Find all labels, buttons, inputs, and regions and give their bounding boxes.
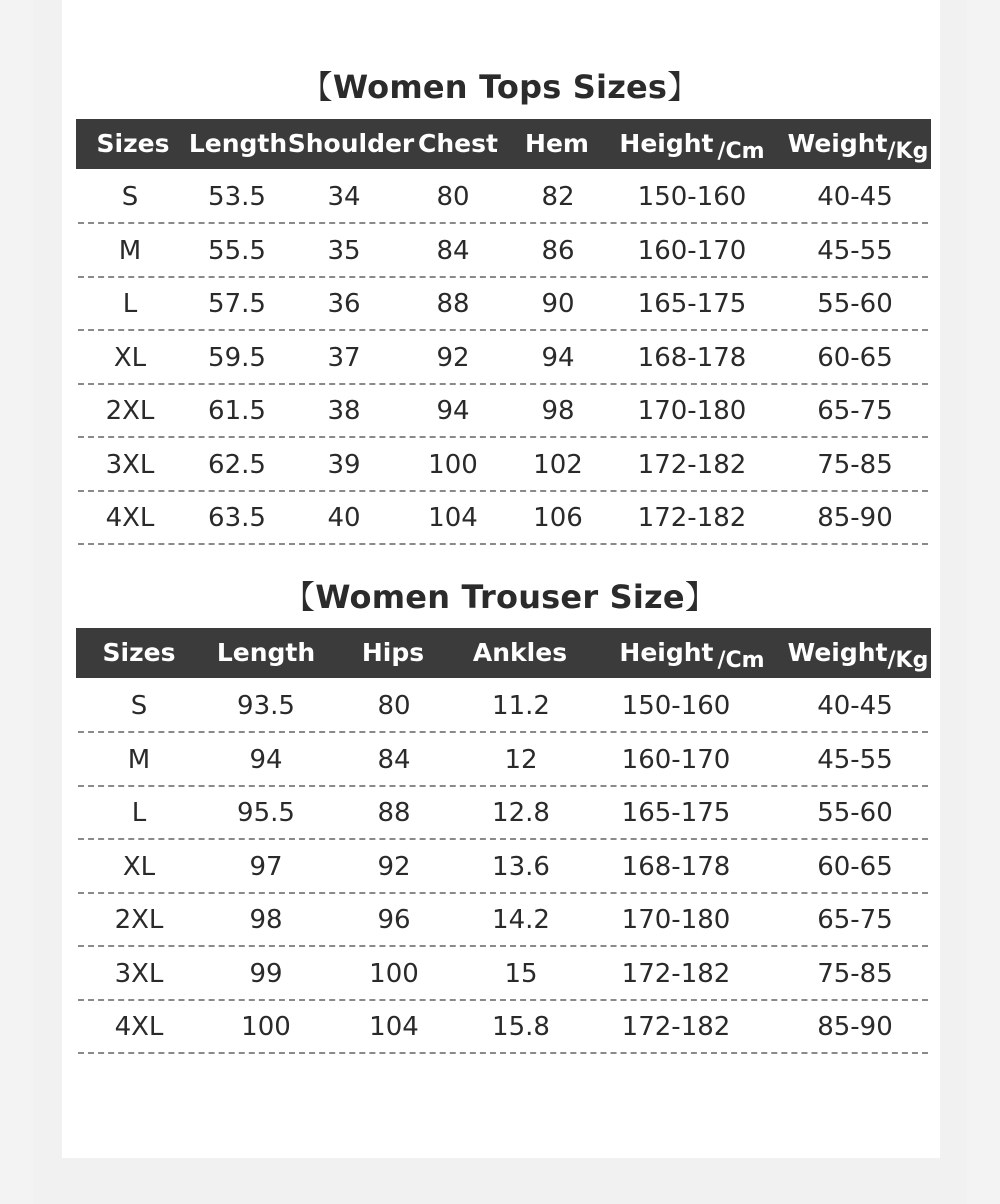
cell-size: 3XL [114,958,164,989]
cell-size: 3XL [105,449,155,480]
cell-size: 4XL [114,1012,164,1042]
cell-height: 160-170 [621,744,731,775]
bracket-close: 】 [667,68,700,106]
cell-weight: 75-85 [817,449,893,480]
header-sizes: Sizes [96,129,170,158]
cell-weight: 45-55 [817,744,893,775]
cell-ankles: 14.2 [492,905,550,935]
cell-height: 172-182 [637,503,747,533]
cell-hem: 102 [533,449,583,480]
cell-weight: 75-85 [817,958,893,989]
header-weight [788,119,929,169]
cell-chest: 84 [436,235,470,266]
cell-hips: 92 [377,851,411,882]
trousers-title [0,572,1000,618]
table-row [78,946,928,1001]
table-row [78,437,928,492]
table-row [78,839,928,894]
cell-weight: 55-60 [817,289,893,319]
cell-chest: 80 [436,182,470,212]
cell-height: 168-178 [621,851,731,882]
cell-hem: 86 [541,235,575,266]
cell-height: 160-170 [637,235,747,266]
cell-weight: 55-60 [817,798,893,828]
cell-hips: 104 [369,1012,419,1042]
table-row [78,678,928,733]
cell-ankles: 15 [504,958,538,989]
cell-hips: 100 [369,958,419,989]
table-row [78,276,928,331]
cell-size: 2XL [105,396,155,426]
header-chest: Chest [418,129,498,158]
cell-hem: 82 [541,182,575,212]
cell-height: 170-180 [637,396,747,426]
cell-length: 100 [241,1012,291,1042]
header-height-unit: /Cm [717,648,765,673]
cell-height: 165-175 [621,798,731,828]
cell-chest: 104 [428,503,478,533]
bracket-close: 】 [684,578,717,616]
cell-ankles: 12.8 [492,798,550,828]
cell-height: 172-182 [637,449,747,480]
table-row [78,999,928,1054]
table-row [78,785,928,840]
cell-height: 150-160 [621,691,731,721]
header-sizes: Sizes [102,638,176,667]
cell-hips: 96 [377,905,411,935]
table-row [78,223,928,278]
header-weight-label: Weight [787,129,888,158]
table-row [78,169,928,224]
cell-size: 2XL [114,905,164,935]
cell-ankles: 12 [504,744,538,775]
table-row [78,383,928,438]
cell-size: XL [122,851,156,882]
cell-shoulder: 40 [327,503,361,533]
cell-length: 63.5 [208,503,266,533]
trousers-title-text: Women Trouser Size [315,578,685,616]
header-weight [788,628,929,678]
table-row [78,330,928,385]
table-row [78,490,928,545]
cell-weight: 60-65 [817,851,893,882]
cell-hips: 84 [377,744,411,775]
header-length: Length [216,638,316,667]
header-hem: Hem [525,129,589,158]
cell-weight: 85-90 [817,503,893,533]
cell-height: 170-180 [621,905,731,935]
trousers-table-header [76,628,931,678]
header-length: Length [188,129,288,158]
cell-hips: 88 [377,798,411,828]
header-height-unit: /Cm [717,139,765,164]
header-shoulder: Shoulder [287,129,415,158]
cell-length: 59.5 [208,342,266,373]
cell-length: 93.5 [237,691,295,721]
cell-size: M [127,744,151,775]
table-row [78,892,928,947]
cell-height: 172-182 [621,1012,731,1042]
cell-chest: 92 [436,342,470,373]
cell-weight: 60-65 [817,342,893,373]
cell-length: 57.5 [208,289,266,319]
cell-hem: 98 [541,396,575,426]
cell-chest: 88 [436,289,470,319]
cell-length: 97 [249,851,283,882]
cell-size: L [122,289,138,319]
header-weight-label: Weight [787,638,888,667]
tops-table-header [76,119,931,169]
cell-ankles: 13.6 [492,851,550,882]
header-height [619,628,764,678]
cell-length: 95.5 [237,798,295,828]
tops-title [0,62,1000,108]
cell-ankles: 11.2 [492,691,550,721]
cell-length: 61.5 [208,396,266,426]
header-height [619,119,764,169]
cell-size: S [130,691,148,721]
cell-size: L [131,798,147,828]
header-ankles: Ankles [472,638,568,667]
cell-size: S [121,182,139,212]
cell-shoulder: 36 [327,289,361,319]
cell-shoulder: 35 [327,235,361,266]
cell-hem: 90 [541,289,575,319]
cell-weight: 45-55 [817,235,893,266]
header-weight-unit: /Kg [887,648,929,673]
cell-weight: 65-75 [817,396,893,426]
bracket-open: 【 [300,68,333,106]
cell-weight: 40-45 [817,691,893,721]
tops-title-text: Women Tops Sizes [332,68,668,106]
cell-weight: 40-45 [817,182,893,212]
cell-height: 168-178 [637,342,747,373]
cell-size: M [118,235,142,266]
cell-hips: 80 [377,691,411,721]
cell-ankles: 15.8 [492,1012,550,1042]
cell-hem: 106 [533,503,583,533]
bracket-open: 【 [283,578,316,616]
cell-shoulder: 37 [327,342,361,373]
cell-shoulder: 39 [327,449,361,480]
cell-weight: 65-75 [817,905,893,935]
cell-length: 94 [249,744,283,775]
header-height-label: Height [619,638,714,667]
cell-height: 172-182 [621,958,731,989]
cell-height: 150-160 [637,182,747,212]
cell-height: 165-175 [637,289,747,319]
cell-weight: 85-90 [817,1012,893,1042]
cell-shoulder: 38 [327,396,361,426]
cell-hem: 94 [541,342,575,373]
header-hips: Hips [361,638,425,667]
cell-chest: 100 [428,449,478,480]
header-weight-unit: /Kg [887,139,929,164]
cell-length: 62.5 [208,449,266,480]
cell-size: XL [113,342,147,373]
cell-chest: 94 [436,396,470,426]
cell-length: 98 [249,905,283,935]
cell-length: 53.5 [208,182,266,212]
header-height-label: Height [619,129,714,158]
table-row [78,732,928,787]
cell-shoulder: 34 [327,182,361,212]
cell-length: 99 [249,958,283,989]
cell-length: 55.5 [208,235,266,266]
cell-size: 4XL [105,503,155,533]
